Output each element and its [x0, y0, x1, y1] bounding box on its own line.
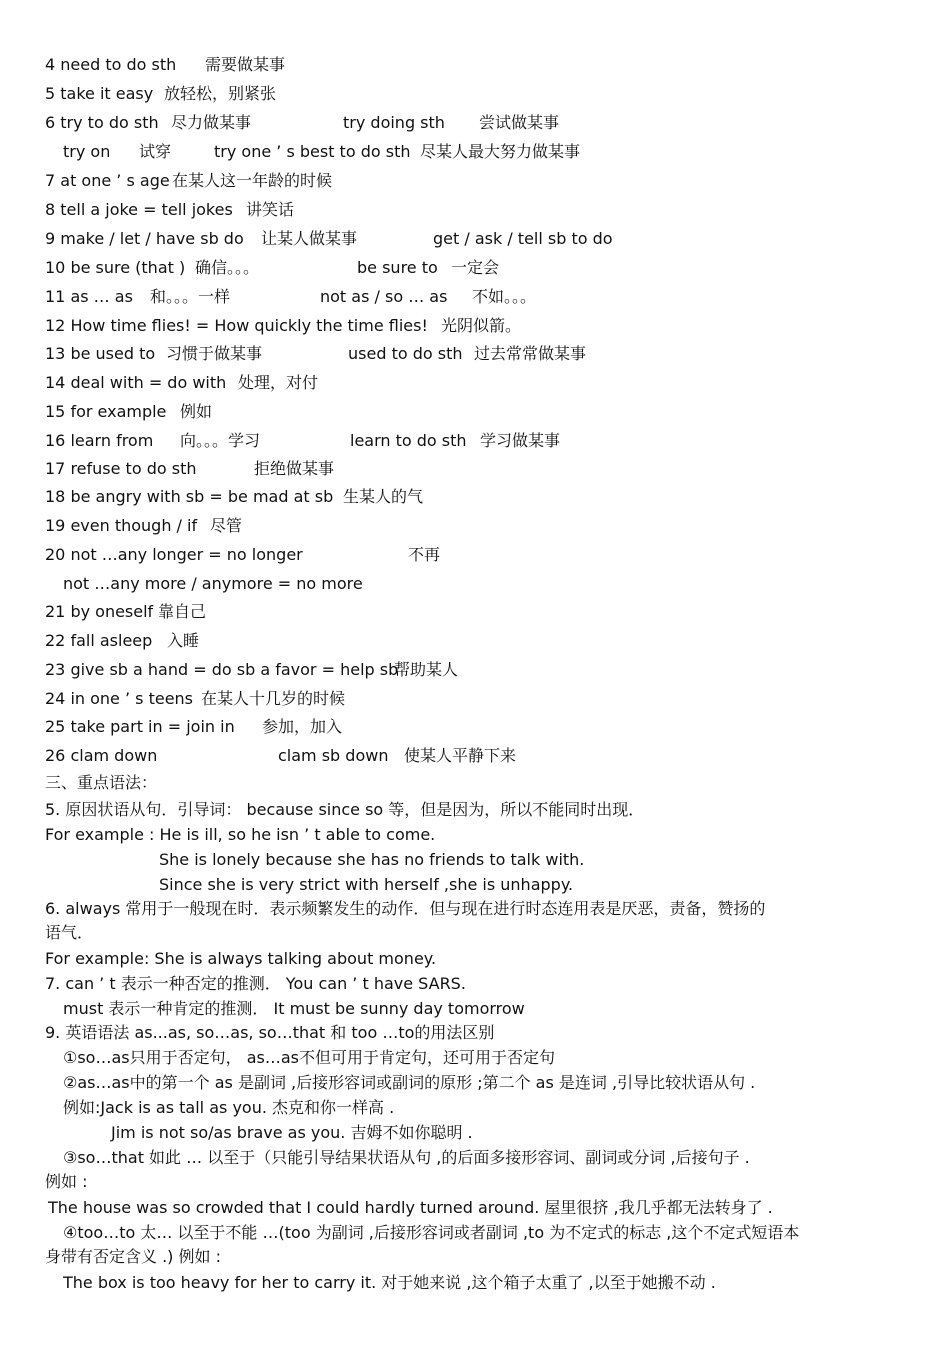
phrase-en: not …any more / anymore = no more: [63, 574, 363, 593]
phrase-zh: 尽管: [210, 516, 243, 535]
phrase-en: 16 learn from: [45, 431, 154, 450]
phrase-zh: 习惯于做某事: [166, 344, 263, 363]
phrase-zh: 不再: [408, 545, 441, 564]
grammar-line: 例如:Jack is as tall as you. 杰克和你一样高 .: [63, 1098, 395, 1117]
phrase-en-2: clam sb down: [278, 746, 389, 765]
phrase-zh-2: 学习做某事: [480, 431, 561, 450]
grammar-line: Jim is not so/as brave as you. 吉姆不如你聪明 .: [111, 1123, 473, 1142]
grammar-line: 6. always 常用于一般现在时．表示频繁发生的动作．但与现在进行时态连用表是厌恶，责备，赞扬的: [45, 899, 766, 918]
phrase-zh-2: 不如。。。: [472, 287, 537, 306]
phrase-en: 25 take part in = join in: [45, 717, 235, 736]
phrase-en: 4 need to do sth: [45, 55, 177, 74]
phrase-en: 8 tell a joke = tell jokes: [45, 200, 233, 219]
phrase-zh: 例如: [180, 402, 213, 421]
phrase-en: 12 How time flies! = How quickly the time flies!: [45, 316, 428, 335]
phrase-zh: 靠自己: [158, 602, 207, 621]
phrase-en-2: get / ask / tell sb to do: [433, 229, 613, 248]
section-heading: 三、重点语法：: [45, 773, 158, 792]
grammar-line: ①so…as只用于否定句， as…as不但可用于肯定句，还可用于否定句: [63, 1048, 555, 1067]
phrase-zh: 和。。。一样: [150, 287, 231, 306]
phrase-zh-2: 过去常常做某事: [474, 344, 587, 363]
phrase-en: 14 deal with = do with: [45, 373, 227, 392]
phrase-zh: 讲笑话: [246, 200, 295, 219]
phrase-en: 23 give sb a hand = do sb a favor = help sb: [45, 660, 399, 679]
phrase-zh-2: 使某人平静下来: [404, 746, 517, 765]
phrase-en: 11 as … as: [45, 287, 133, 306]
grammar-line: The box is too heavy for her to carry it. 对于她来说 ,这个箱子太重了 ,以至于她搬不动 .: [63, 1273, 716, 1292]
phrase-en: 7 at one ’ s age: [45, 171, 170, 190]
phrase-zh: 尽力做某事: [171, 113, 252, 132]
phrase-en-2: not as / so … as: [320, 287, 448, 306]
phrase-zh: 试穿: [139, 142, 172, 161]
phrase-zh: 在某人这一年龄的时候: [172, 171, 333, 190]
phrase-zh: 确信。。。: [195, 258, 260, 277]
phrase-zh: 帮助某人: [394, 660, 459, 679]
phrase-en: 10 be sure (that ): [45, 258, 186, 277]
phrase-en-2: be sure to: [357, 258, 438, 277]
grammar-line: The house was so crowded that I could hardly turned around. 屋里很挤 ,我几乎都无法转身了 .: [48, 1198, 773, 1217]
phrase-en: 26 clam down: [45, 746, 158, 765]
phrase-zh-2: 一定会: [451, 258, 500, 277]
grammar-line: 7. can ’ t 表示一种否定的推测． You can ’ t have SARS.: [45, 974, 466, 993]
grammar-line: ②as…as中的第一个 as 是副词 ,后接形容词或副词的原形 ;第二个 as 是连词 ,引导比较状语从句 .: [63, 1073, 756, 1092]
phrase-en: 19 even though / if: [45, 516, 198, 535]
phrase-en: 6 try to do sth: [45, 113, 159, 132]
grammar-line: 身带有否定含义 .) 例如 :: [45, 1247, 221, 1266]
phrase-zh: 处理，对付: [238, 373, 319, 392]
grammar-line: She is lonely because she has no friends to talk with.: [159, 850, 585, 869]
phrase-en: try on: [63, 142, 111, 161]
phrase-zh: 参加，加入: [262, 717, 343, 736]
phrase-en-2: try one ’ s best to do sth: [214, 142, 411, 161]
grammar-line: For example: She is always talking about money.: [45, 949, 437, 968]
phrase-en-2: try doing sth: [343, 113, 445, 132]
phrase-zh: 让某人做某事: [261, 229, 358, 248]
phrase-zh: 向。。。学习: [180, 431, 261, 450]
phrase-en: 13 be used to: [45, 344, 156, 363]
phrase-en-2: learn to do sth: [350, 431, 467, 450]
phrase-en: 18 be angry with sb = be mad at sb: [45, 487, 334, 506]
phrase-en-2: used to do sth: [348, 344, 463, 363]
grammar-line: For example : He is ill, so he isn ’ t able to come.: [45, 825, 436, 844]
grammar-line: ④too…to 太… 以至于不能 …(too 为副词 ,后接形容词或者副词 ,to 为不定式的标志 ,这个不定式短语本: [63, 1223, 800, 1242]
phrase-en: 5 take it easy: [45, 84, 154, 103]
phrase-zh: 需要做某事: [205, 55, 286, 74]
phrase-zh: 入睡: [167, 631, 200, 650]
phrase-zh: 在某人十几岁的时候: [201, 689, 346, 708]
phrase-en: 15 for example: [45, 402, 167, 421]
phrase-en: 17 refuse to do sth: [45, 459, 197, 478]
phrase-zh: 拒绝做某事: [254, 459, 335, 478]
phrase-zh: 生某人的气: [343, 487, 424, 506]
phrase-zh-2: 尽某人最大努力做某事: [420, 142, 581, 161]
grammar-line: 9. 英语语法 as...as, so…as, so…that 和 too …to的用法区别: [45, 1023, 495, 1042]
grammar-line: 语气．: [45, 923, 94, 942]
phrase-en: 21 by oneself: [45, 602, 154, 621]
grammar-line: ③so…that 如此 … 以至于（只能引导结果状语从句 ,的后面多接形容词、副词或分词 ,后接句子 .: [63, 1148, 750, 1167]
phrase-zh: 光阴似箭。: [441, 316, 522, 335]
grammar-line: 例如 :: [45, 1172, 88, 1191]
grammar-line: 5. 原因状语从句．引导词： because since so 等，但是因为，所以不能同时出现．: [45, 800, 645, 819]
phrase-en: 24 in one ’ s teens: [45, 689, 194, 708]
phrase-en: 9 make / let / have sb do: [45, 229, 244, 248]
phrase-zh-2: 尝试做某事: [479, 113, 560, 132]
grammar-line: must 表示一种肯定的推测． It must be sunny day tomorrow: [63, 999, 525, 1018]
phrase-en: 22 fall asleep: [45, 631, 153, 650]
grammar-line: Since she is very strict with herself ,she is unhappy.: [159, 875, 574, 894]
phrase-en: 20 not …any longer = no longer: [45, 545, 303, 564]
phrase-zh: 放轻松，别紧张: [164, 84, 277, 103]
